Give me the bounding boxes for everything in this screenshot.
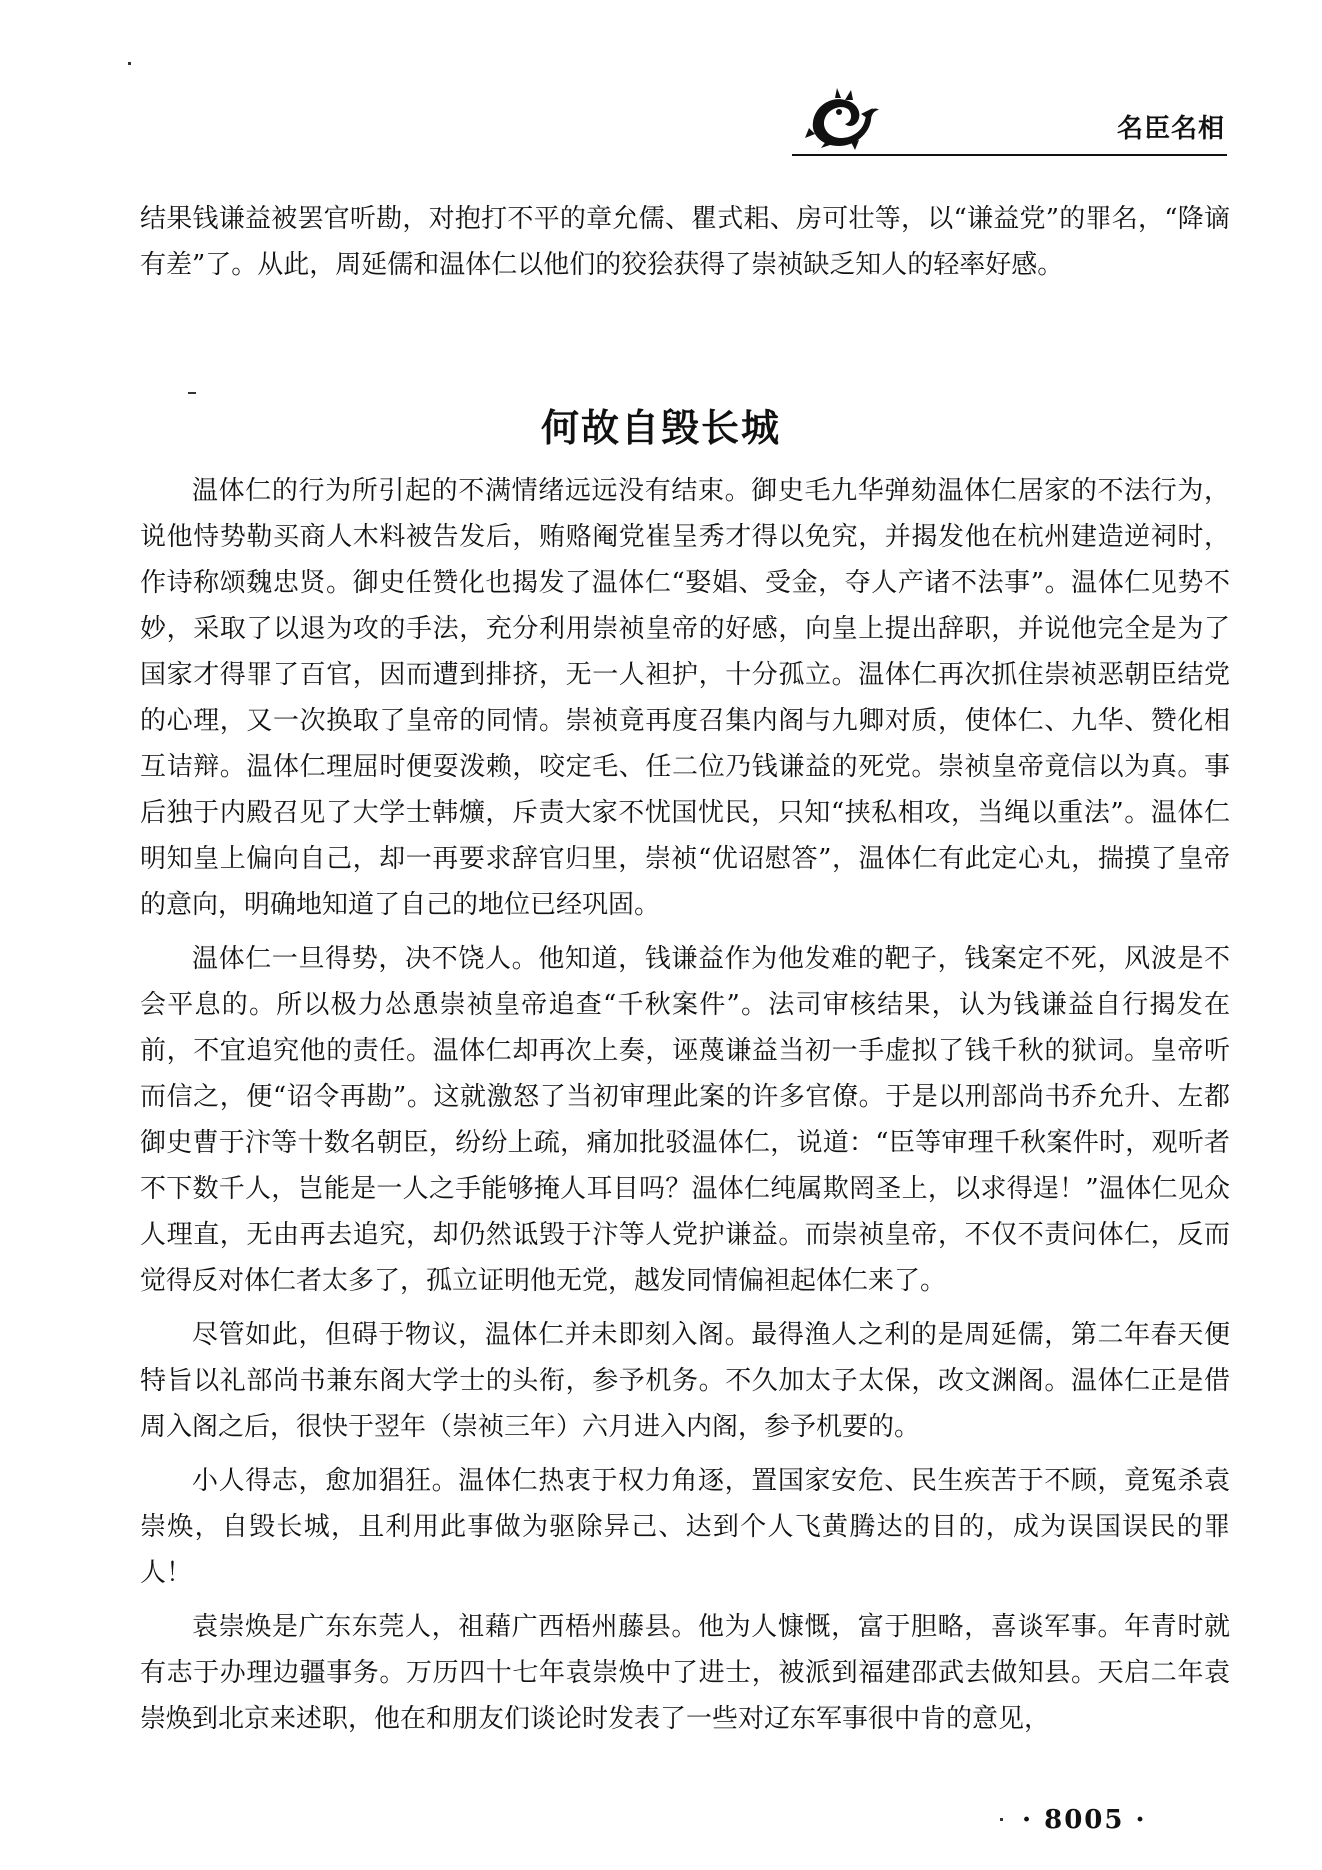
paragraph: 小人得志，愈加猖狂。温体仁热衷于权力角逐，置国家安危、民生疾苦于不顾，竟冤杀袁崇焕，自毁长城，且利用此事做为驱除异己、达到个人飞黄腾达的目的，成为误国误民的罪人！	[140, 1466, 1230, 1588]
section-body	[140, 468, 1230, 1750]
paragraph: 袁崇焕是广东东莞人，祖藉广西梧州藤县。他为人慷慨，富于胆略，喜谈军事。年青时就有志于办理边疆事务。万历四十七年袁崇焕中了进士，被派到福建邵武去做知县。天启二年袁崇焕到北京来述职，他在和朋友们谈论时发表了一些对辽东军事很中肯的意见，	[140, 1612, 1230, 1734]
running-header-title: 名臣名相	[1116, 114, 1225, 144]
lead-paragraph: 结果钱谦益被罢官听勘，对抱打不平的章允儒、瞿式耜、房可壮等，以“谦益党”的罪名，“降谪有差”了。从此，周延儒和温体仁以他们的狡狯获得了崇祯缺乏知人的轻率好感。	[140, 204, 1230, 280]
dragon-icon	[805, 88, 883, 150]
running-header	[805, 88, 1225, 154]
paragraph: 温体仁的行为所引起的不满情绪远远没有结束。御史毛九华弹劾温体仁居家的不法行为，说他恃势勒买商人木料被告发后，贿赂阉党崔呈秀才得以免究，并揭发他在杭州建造逆祠时，作诗称颂魏忠贤。御史任赞化也揭发了温体仁“娶娼、受金，夺人产诸不法事”。温体仁见势不妙，采取了以退为攻的手法，充分利用崇祯皇帝的好感，向皇上提出辞职，并说他完全是为了国家才得罪了百官，因而遭到排挤，无一人袒护，十分孤立。温体仁再次抓住崇祯恶朝臣结党的心理，又一次换取了皇帝的同情。崇祯竟再度召集内阁与九卿对质，使体仁、九华、赞化相互诘辩。温体仁理屈时便耍泼赖，咬定毛、任二位乃钱谦益的死党。崇祯皇帝竟信以为真。事后独于内殿召见了大学士韩爌，斥责大家不忧国忧民，只知“挟私相攻，当绳以重法”。温体仁明知皇上偏向自己，却一再要求辞官归里，崇祯“优诏慰答”，温体仁有此定心丸，揣摸了皇帝的意向，明确地知道了自己的地位已经巩固。	[140, 476, 1230, 920]
scan-speck	[128, 62, 131, 65]
section-title: 何故自毁长城	[540, 406, 781, 451]
paragraph: 温体仁一旦得势，决不饶人。他知道，钱谦益作为他发难的靶子，钱案定不死，风波是不会平息的。所以极力怂恿崇祯皇帝追查“千秋案件”。法司审核结果，认为钱谦益自行揭发在前，不宜追究他的责任。温体仁却再次上奏，诬蔑谦益当初一手虚拟了钱千秋的狱词。皇帝听而信之，便“诏令再勘”。这就激怒了当初审理此案的许多官僚。于是以刑部尚书乔允升、左都御史曹于汴等十数名朝臣，纷纷上疏，痛加批驳温体仁，说道：“臣等审理千秋案件时，观听者不下数千人，岂能是一人之手能够掩人耳目吗？温体仁纯属欺罔圣上，以求得逞！”温体仁见众人理直，无由再去追究，却仍然诋毁于汴等人党护谦益。而崇祯皇帝，不仅不责问体仁，反而觉得反对体仁者太多了，孤立证明他无党，越发同情偏袒起体仁来了。	[140, 944, 1230, 1296]
paragraph: 尽管如此，但碍于物议，温体仁并未即刻入阁。最得渔人之利的是周延儒，第二年春天便特旨以礼部尚书兼东阁大学士的头衔，参予机务。不久加太子太保，改文渊阁。温体仁正是借周入阁之后，很快于翌年（崇祯三年）六月进入内阁，参予机要的。	[140, 1320, 1230, 1442]
scan-speck	[188, 392, 196, 394]
page-number: · 8005 ·	[1022, 1805, 1147, 1835]
header-rule	[792, 154, 1227, 156]
scan-speck	[1000, 1818, 1003, 1821]
